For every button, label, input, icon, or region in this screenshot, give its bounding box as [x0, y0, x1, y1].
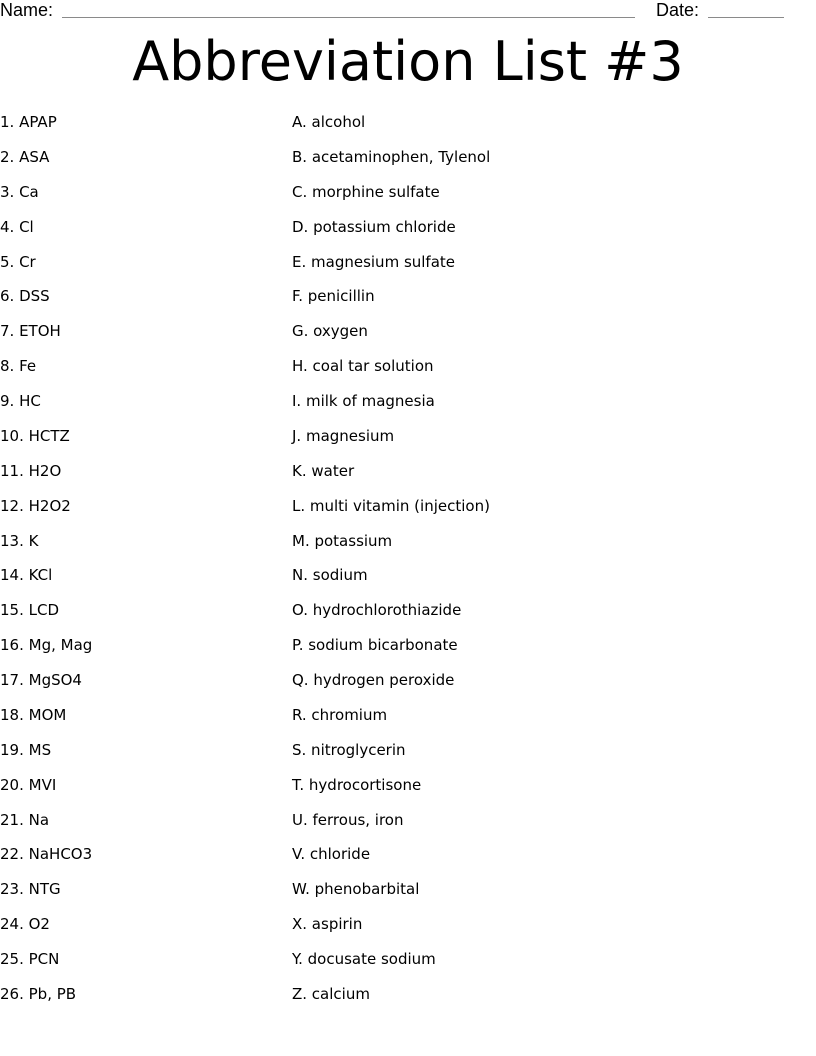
list-item: [0, 321, 816, 356]
term: 9. HC: [0, 392, 41, 410]
list-item: [0, 182, 816, 217]
definition: D. potassium chloride: [292, 217, 456, 236]
term: 4. Cl: [0, 217, 34, 236]
definition: G. oxygen: [292, 322, 368, 341]
definition: H. coal tar solution: [292, 357, 434, 376]
list-item: [0, 112, 816, 147]
term: 19. MS: [0, 740, 52, 759]
list-item: [0, 252, 816, 287]
term: 20. MVI: [0, 775, 57, 794]
term: 26. Pb, PB: [0, 984, 77, 1003]
list-item: [0, 705, 816, 740]
term: 24. O2: [0, 915, 50, 934]
name-blank-line[interactable]: [62, 17, 635, 18]
list-item: [0, 147, 816, 182]
list-item: [0, 810, 816, 845]
definition: N. sodium: [292, 566, 368, 585]
term: 7. ETOH: [0, 322, 61, 341]
list-item: [0, 914, 816, 949]
term: 17. MgSO4: [0, 671, 82, 689]
list-item: [0, 461, 816, 496]
term: 12. H2O2: [0, 496, 71, 515]
list-item: [0, 984, 816, 1019]
list-item: [0, 426, 816, 461]
matching-list: [0, 112, 816, 1019]
definition: L. multi vitamin (injection): [292, 496, 490, 515]
name-label: Name:: [0, 0, 54, 20]
definition: V. chloride: [292, 845, 371, 864]
term: 1. APAP: [0, 113, 57, 131]
term: 16. Mg, Mag: [0, 636, 93, 655]
definition: O. hydrochlorothiazide: [292, 601, 462, 620]
term: 14. KCl: [0, 566, 53, 585]
definition: J. magnesium: [292, 426, 395, 445]
term: 15. LCD: [0, 601, 60, 620]
definition: U. ferrous, iron: [292, 810, 404, 829]
term: 23. NTG: [0, 880, 61, 899]
term: 11. H2O: [0, 461, 62, 480]
list-item: [0, 565, 816, 600]
list-item: [0, 496, 816, 531]
definition: A. alcohol: [292, 113, 366, 131]
term: 13. K: [0, 531, 39, 550]
list-item: [0, 286, 816, 321]
list-item: [0, 217, 816, 252]
term: 8. Fe: [0, 357, 37, 376]
term: 10. HCTZ: [0, 426, 70, 445]
list-item: [0, 879, 816, 914]
date-blank-line[interactable]: [708, 17, 784, 18]
definition: B. acetaminophen, Tylenol: [292, 147, 491, 166]
definition: P. sodium bicarbonate: [292, 636, 458, 655]
definition: M. potassium: [292, 531, 393, 550]
date-label: Date:: [656, 0, 700, 20]
definition: W. phenobarbital: [292, 880, 420, 899]
definition: T. hydrocortisone: [292, 775, 422, 794]
definition: Q. hydrogen peroxide: [292, 671, 455, 689]
term: 2. ASA: [0, 147, 50, 166]
definition: C. morphine sulfate: [292, 182, 440, 201]
term: 6. DSS: [0, 287, 50, 306]
term: 3. Ca: [0, 182, 39, 201]
definition: F. penicillin: [292, 287, 375, 306]
term: 5. Cr: [0, 252, 36, 271]
list-item: [0, 531, 816, 566]
definition: S. nitroglycerin: [292, 740, 406, 759]
definition: R. chromium: [292, 705, 388, 724]
term: 22. NaHCO3: [0, 845, 93, 864]
term: 21. Na: [0, 810, 50, 829]
definition: K. water: [292, 461, 355, 480]
definition: I. milk of magnesia: [292, 392, 435, 410]
definition: E. magnesium sulfate: [292, 252, 456, 271]
term: 25. PCN: [0, 950, 60, 968]
list-item: [0, 670, 816, 705]
definition: Z. calcium: [292, 984, 370, 1003]
list-item: [0, 844, 816, 879]
list-item: [0, 740, 816, 775]
list-item: [0, 391, 816, 426]
definition: Y. docusate sodium: [292, 950, 436, 968]
page-title: Abbreviation List #3: [132, 30, 684, 93]
definition: X. aspirin: [292, 915, 363, 934]
list-item: [0, 356, 816, 391]
term: 18. MOM: [0, 705, 67, 724]
list-item: [0, 600, 816, 635]
worksheet-header: [0, 0, 816, 24]
list-item: [0, 635, 816, 670]
list-item: [0, 949, 816, 984]
list-item: [0, 775, 816, 810]
